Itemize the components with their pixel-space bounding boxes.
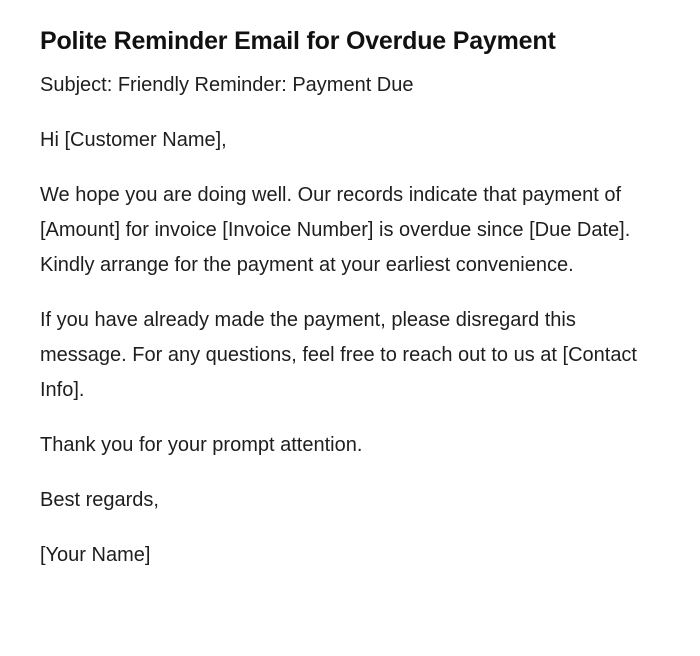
email-greeting: Hi [Customer Name], [40, 129, 227, 151]
email-subject: Subject: Friendly Reminder: Payment Due [40, 74, 414, 96]
email-signature: [Your Name] [40, 544, 151, 566]
document-title: Polite Reminder Email for Overdue Payment [40, 27, 556, 55]
email-body-paragraph-2: If you have already made the payment, please disregard this message. For any questions, feel free to reach out to us at [Contact Info]. [40, 309, 637, 401]
email-thanks: Thank you for your prompt attention. [40, 434, 363, 456]
email-closing: Best regards, [40, 489, 159, 511]
email-body-paragraph-1: We hope you are doing well. Our records indicate that payment of [Amount] for invoice [Invoice Number] is overdue since [Due Date]. Kindly arrange for the payment at your earliest convenience. [40, 184, 631, 276]
